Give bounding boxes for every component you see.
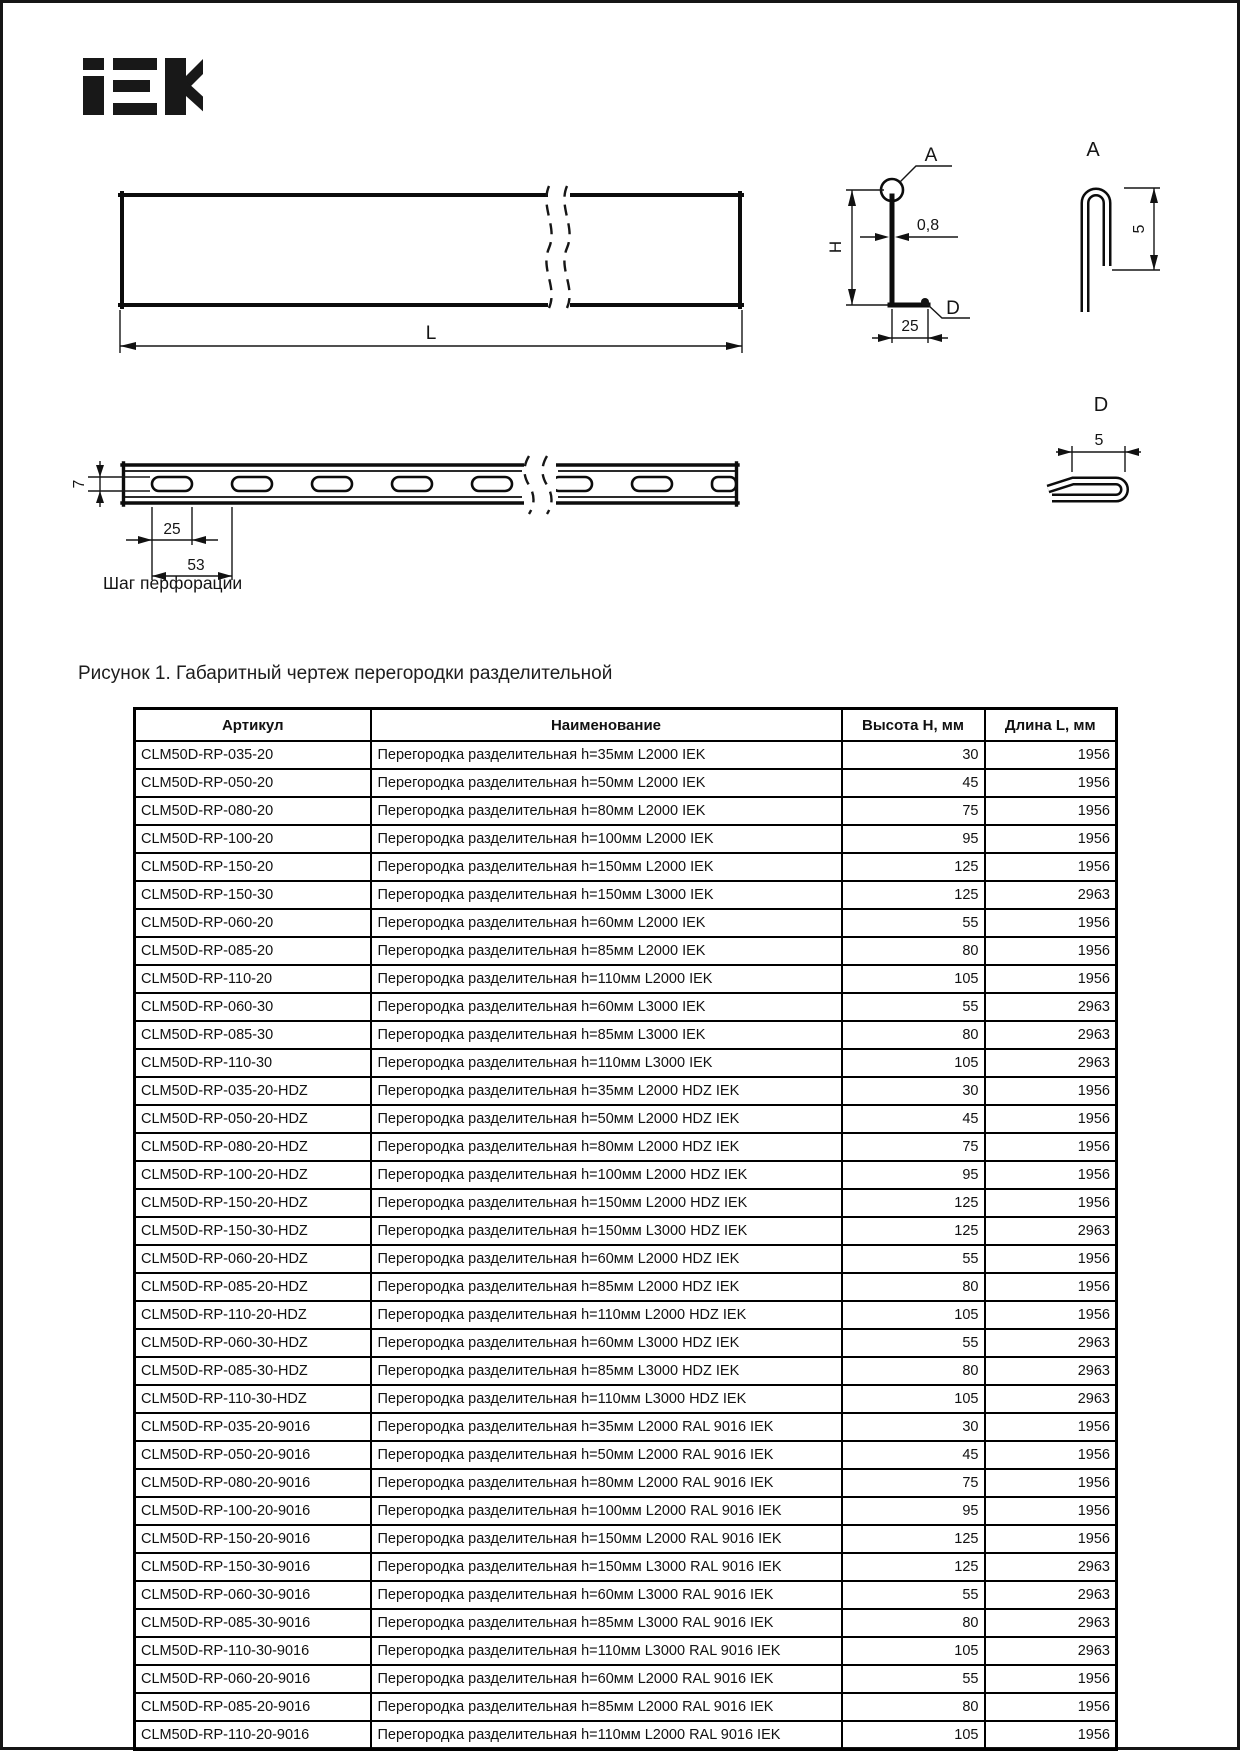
name-cell: Перегородка разделительная h=110мм L2000 HDZ IEK: [371, 1301, 842, 1329]
name-cell: Перегородка разделительная h=60мм L2000 IEK: [371, 909, 842, 937]
article-cell: CLM50D-RP-085-20: [135, 937, 371, 965]
name-cell: Перегородка разделительная h=150мм L2000 HDZ IEK: [371, 1189, 842, 1217]
article-cell: CLM50D-RP-035-20-9016: [135, 1413, 371, 1441]
height-dim-label: H: [826, 240, 845, 254]
perforation-slot: [232, 477, 272, 491]
table-row: [135, 1329, 1117, 1357]
table-row: [135, 1161, 1117, 1189]
height-cell: 55: [842, 1329, 985, 1357]
pitch-dim-label: 53: [187, 557, 205, 574]
name-cell: Перегородка разделительная h=110мм L2000 RAL 9016 IEK: [371, 1721, 842, 1750]
article-cell: CLM50D-RP-110-20-HDZ: [135, 1301, 371, 1329]
detail-d-ref-label: D: [946, 298, 960, 319]
hem-height-dim-label: 5: [1131, 224, 1148, 234]
height-cell: 80: [842, 1609, 985, 1637]
length-cell: 1956: [985, 741, 1117, 769]
table-row: [135, 1413, 1117, 1441]
length-cell: 2963: [985, 1217, 1117, 1245]
height-cell: 55: [842, 909, 985, 937]
article-cell: CLM50D-RP-110-30-HDZ: [135, 1385, 371, 1413]
table-row: [135, 1441, 1117, 1469]
name-cell: Перегородка разделительная h=85мм L2000 HDZ IEK: [371, 1273, 842, 1301]
perforation-slot: [392, 477, 432, 491]
article-cell: CLM50D-RP-110-30: [135, 1049, 371, 1077]
article-cell: CLM50D-RP-050-20-9016: [135, 1441, 371, 1469]
height-cell: 80: [842, 1273, 985, 1301]
height-cell: 95: [842, 1497, 985, 1525]
height-cell: 55: [842, 1665, 985, 1693]
height-cell: 80: [842, 1021, 985, 1049]
thickness-dim-label: 0,8: [916, 217, 940, 234]
table-row: [135, 1637, 1117, 1665]
front-view: [120, 186, 742, 353]
height-cell: 30: [842, 741, 985, 769]
name-cell: Перегородка разделительная h=110мм L3000 HDZ IEK: [371, 1385, 842, 1413]
name-cell: Перегородка разделительная h=150мм L3000 RAL 9016 IEK: [371, 1553, 842, 1581]
name-cell: Перегородка разделительная h=150мм L2000 IEK: [371, 853, 842, 881]
table-row: [135, 909, 1117, 937]
table-row: [135, 1693, 1117, 1721]
length-cell: 2963: [985, 1021, 1117, 1049]
height-cell: 75: [842, 797, 985, 825]
article-cell: CLM50D-RP-060-20-HDZ: [135, 1245, 371, 1273]
article-cell: CLM50D-RP-100-20-9016: [135, 1497, 371, 1525]
name-cell: Перегородка разделительная h=60мм L3000 RAL 9016 IEK: [371, 1581, 842, 1609]
length-cell: 1956: [985, 1525, 1117, 1553]
article-cell: CLM50D-RP-110-30-9016: [135, 1637, 371, 1665]
table-row: [135, 881, 1117, 909]
perforation-slot: [712, 477, 736, 491]
height-cell: 125: [842, 1553, 985, 1581]
length-cell: 1956: [985, 825, 1117, 853]
table-row: [135, 1553, 1117, 1581]
table-row: [135, 1385, 1117, 1413]
length-cell: 1956: [985, 1693, 1117, 1721]
height-cell: 75: [842, 1133, 985, 1161]
height-cell: 55: [842, 993, 985, 1021]
length-cell: 1956: [985, 1497, 1117, 1525]
name-cell: Перегородка разделительная h=100мм L2000 RAL 9016 IEK: [371, 1497, 842, 1525]
height-cell: 30: [842, 1077, 985, 1105]
perforation-slot: [312, 477, 352, 491]
name-cell: Перегородка разделительная h=110мм L3000 IEK: [371, 1049, 842, 1077]
article-cell: CLM50D-RP-080-20-HDZ: [135, 1133, 371, 1161]
length-cell: 2963: [985, 1385, 1117, 1413]
length-cell: 1956: [985, 1189, 1117, 1217]
length-cell: 1956: [985, 1273, 1117, 1301]
height-cell: 45: [842, 1105, 985, 1133]
break-line: [564, 186, 569, 308]
length-cell: 1956: [985, 1245, 1117, 1273]
perforation-slot: [552, 477, 592, 491]
table-row: [135, 993, 1117, 1021]
length-dim-label: L: [425, 323, 437, 344]
section-view: [826, 145, 970, 343]
article-cell: CLM50D-RP-150-20: [135, 853, 371, 881]
length-cell: 2963: [985, 1581, 1117, 1609]
table-row: [135, 1077, 1117, 1105]
table-row: [135, 1049, 1117, 1077]
table-row: [135, 1721, 1117, 1750]
length-cell: 1956: [985, 797, 1117, 825]
table-row: [135, 937, 1117, 965]
perforated-view: [71, 456, 738, 593]
article-cell: CLM50D-RP-085-30-HDZ: [135, 1357, 371, 1385]
length-cell: 2963: [985, 993, 1117, 1021]
length-cell: 2963: [985, 1609, 1117, 1637]
article-cell: CLM50D-RP-060-20: [135, 909, 371, 937]
length-cell: 1956: [985, 1077, 1117, 1105]
height-cell: 80: [842, 937, 985, 965]
length-cell: 1956: [985, 965, 1117, 993]
pitch-caption: Шаг перфорации: [103, 573, 243, 593]
flange-width-dim-label: 25: [901, 318, 919, 335]
article-cell: CLM50D-RP-035-20-HDZ: [135, 1077, 371, 1105]
article-cell: CLM50D-RP-060-30-HDZ: [135, 1329, 371, 1357]
length-cell: 1956: [985, 1441, 1117, 1469]
article-cell: CLM50D-RP-150-30-HDZ: [135, 1217, 371, 1245]
table-row: [135, 1245, 1117, 1273]
article-cell: CLM50D-RP-080-20: [135, 797, 371, 825]
length-cell: 2963: [985, 881, 1117, 909]
name-cell: Перегородка разделительная h=60мм L2000 RAL 9016 IEK: [371, 1665, 842, 1693]
height-cell: 125: [842, 853, 985, 881]
perforation-slot: [152, 477, 192, 491]
article-cell: CLM50D-RP-050-20: [135, 769, 371, 797]
strip-height-dim-label: 7: [71, 479, 88, 489]
length-cell: 2963: [985, 1049, 1117, 1077]
name-cell: Перегородка разделительная h=110мм L2000 IEK: [371, 965, 842, 993]
article-cell: CLM50D-RP-085-30: [135, 1021, 371, 1049]
name-cell: Перегородка разделительная h=35мм L2000 IEK: [371, 741, 842, 769]
height-cell: 45: [842, 769, 985, 797]
article-cell: CLM50D-RP-060-30: [135, 993, 371, 1021]
detail-d: [1048, 394, 1141, 498]
col-header-height: Высота H, мм: [842, 709, 985, 742]
article-cell: CLM50D-RP-150-30-9016: [135, 1553, 371, 1581]
name-cell: Перегородка разделительная h=50мм L2000 HDZ IEK: [371, 1105, 842, 1133]
detail-a-title: A: [1086, 139, 1100, 161]
height-cell: 125: [842, 1217, 985, 1245]
name-cell: Перегородка разделительная h=100мм L2000 IEK: [371, 825, 842, 853]
length-cell: 1956: [985, 1413, 1117, 1441]
article-cell: CLM50D-RP-110-20-9016: [135, 1721, 371, 1750]
length-cell: 1956: [985, 909, 1117, 937]
name-cell: Перегородка разделительная h=100мм L2000 HDZ IEK: [371, 1161, 842, 1189]
name-cell: Перегородка разделительная h=80мм L2000 RAL 9016 IEK: [371, 1469, 842, 1497]
article-cell: CLM50D-RP-100-20-HDZ: [135, 1161, 371, 1189]
col-header-name: Наименование: [371, 709, 842, 742]
name-cell: Перегородка разделительная h=110мм L3000 RAL 9016 IEK: [371, 1637, 842, 1665]
dimensional-drawing: [0, 0, 1240, 620]
article-cell: CLM50D-RP-150-20-HDZ: [135, 1189, 371, 1217]
slot-length-dim-label: 25: [163, 521, 181, 538]
height-cell: 105: [842, 1385, 985, 1413]
table-row: [135, 1133, 1117, 1161]
height-cell: 125: [842, 881, 985, 909]
article-cell: CLM50D-RP-085-20-HDZ: [135, 1273, 371, 1301]
length-cell: 1956: [985, 1721, 1117, 1750]
height-cell: 55: [842, 1581, 985, 1609]
col-header-length: Длина L, мм: [985, 709, 1117, 742]
table-row: [135, 797, 1117, 825]
length-cell: 2963: [985, 1553, 1117, 1581]
height-cell: 105: [842, 1721, 985, 1750]
figure-caption: Рисунок 1. Габаритный чертеж перегородки разделительной: [78, 663, 613, 684]
article-cell: CLM50D-RP-110-20: [135, 965, 371, 993]
name-cell: Перегородка разделительная h=35мм L2000 RAL 9016 IEK: [371, 1413, 842, 1441]
article-cell: CLM50D-RP-085-30-9016: [135, 1609, 371, 1637]
article-cell: CLM50D-RP-080-20-9016: [135, 1469, 371, 1497]
article-cell: CLM50D-RP-060-30-9016: [135, 1581, 371, 1609]
table-row: [135, 853, 1117, 881]
table-row: [135, 1609, 1117, 1637]
table-row: [135, 1357, 1117, 1385]
table-row: [135, 1469, 1117, 1497]
name-cell: Перегородка разделительная h=60мм L3000 HDZ IEK: [371, 1329, 842, 1357]
length-cell: 2963: [985, 1637, 1117, 1665]
name-cell: Перегородка разделительная h=50мм L2000 IEK: [371, 769, 842, 797]
length-cell: 1956: [985, 1469, 1117, 1497]
name-cell: Перегородка разделительная h=85мм L2000 RAL 9016 IEK: [371, 1693, 842, 1721]
col-header-article: Артикул: [135, 709, 371, 742]
height-cell: 95: [842, 825, 985, 853]
height-cell: 125: [842, 1525, 985, 1553]
name-cell: Перегородка разделительная h=150мм L2000 RAL 9016 IEK: [371, 1525, 842, 1553]
table-row: [135, 741, 1117, 769]
article-cell: CLM50D-RP-150-30: [135, 881, 371, 909]
table-header-row: [135, 709, 1117, 742]
table-row: [135, 1581, 1117, 1609]
name-cell: Перегородка разделительная h=85мм L3000 IEK: [371, 1021, 842, 1049]
detail-a: [1085, 139, 1160, 312]
name-cell: Перегородка разделительная h=80мм L2000 IEK: [371, 797, 842, 825]
table-row: [135, 825, 1117, 853]
name-cell: Перегородка разделительная h=85мм L3000 HDZ IEK: [371, 1357, 842, 1385]
article-cell: CLM50D-RP-150-20-9016: [135, 1525, 371, 1553]
height-cell: 95: [842, 1161, 985, 1189]
height-cell: 80: [842, 1357, 985, 1385]
length-cell: 1956: [985, 1665, 1117, 1693]
table-row: [135, 965, 1117, 993]
table-row: [135, 1021, 1117, 1049]
length-cell: 1956: [985, 853, 1117, 881]
name-cell: Перегородка разделительная h=80мм L2000 HDZ IEK: [371, 1133, 842, 1161]
length-cell: 2963: [985, 1357, 1117, 1385]
name-cell: Перегородка разделительная h=35мм L2000 HDZ IEK: [371, 1077, 842, 1105]
height-cell: 125: [842, 1189, 985, 1217]
table-row: [135, 1189, 1117, 1217]
name-cell: Перегородка разделительная h=60мм L3000 IEK: [371, 993, 842, 1021]
table-row: [135, 1217, 1117, 1245]
article-cell: CLM50D-RP-060-20-9016: [135, 1665, 371, 1693]
height-cell: 30: [842, 1413, 985, 1441]
height-cell: 105: [842, 1301, 985, 1329]
name-cell: Перегородка разделительная h=150мм L3000 HDZ IEK: [371, 1217, 842, 1245]
article-cell: CLM50D-RP-050-20-HDZ: [135, 1105, 371, 1133]
name-cell: Перегородка разделительная h=85мм L3000 RAL 9016 IEK: [371, 1609, 842, 1637]
table-row: [135, 769, 1117, 797]
height-cell: 80: [842, 1693, 985, 1721]
article-cell: CLM50D-RP-035-20: [135, 741, 371, 769]
length-cell: 1956: [985, 1301, 1117, 1329]
table-row: [135, 1105, 1117, 1133]
table-row: [135, 1273, 1117, 1301]
height-cell: 75: [842, 1469, 985, 1497]
height-cell: 45: [842, 1441, 985, 1469]
table-row: [135, 1665, 1117, 1693]
perforation-slot: [632, 477, 672, 491]
name-cell: Перегородка разделительная h=150мм L3000 IEK: [371, 881, 842, 909]
detail-a-ref-label: A: [924, 145, 938, 166]
length-cell: 1956: [985, 1161, 1117, 1189]
length-cell: 1956: [985, 769, 1117, 797]
perforation-slot: [472, 477, 512, 491]
length-cell: 1956: [985, 937, 1117, 965]
length-cell: 2963: [985, 1329, 1117, 1357]
height-cell: 105: [842, 1637, 985, 1665]
table-row: [135, 1525, 1117, 1553]
name-cell: Перегородка разделительная h=50мм L2000 RAL 9016 IEK: [371, 1441, 842, 1469]
article-cell: CLM50D-RP-085-20-9016: [135, 1693, 371, 1721]
length-cell: 1956: [985, 1133, 1117, 1161]
length-cell: 1956: [985, 1105, 1117, 1133]
height-cell: 105: [842, 1049, 985, 1077]
detail-d-title: D: [1093, 394, 1109, 416]
spec-table: [133, 707, 1118, 1751]
table-row: [135, 1497, 1117, 1525]
name-cell: Перегородка разделительная h=60мм L2000 HDZ IEK: [371, 1245, 842, 1273]
article-cell: CLM50D-RP-100-20: [135, 825, 371, 853]
height-cell: 55: [842, 1245, 985, 1273]
name-cell: Перегородка разделительная h=85мм L2000 IEK: [371, 937, 842, 965]
height-cell: 105: [842, 965, 985, 993]
break-line: [546, 186, 551, 308]
hem-width-dim-label: 5: [1094, 432, 1104, 449]
table-row: [135, 1301, 1117, 1329]
